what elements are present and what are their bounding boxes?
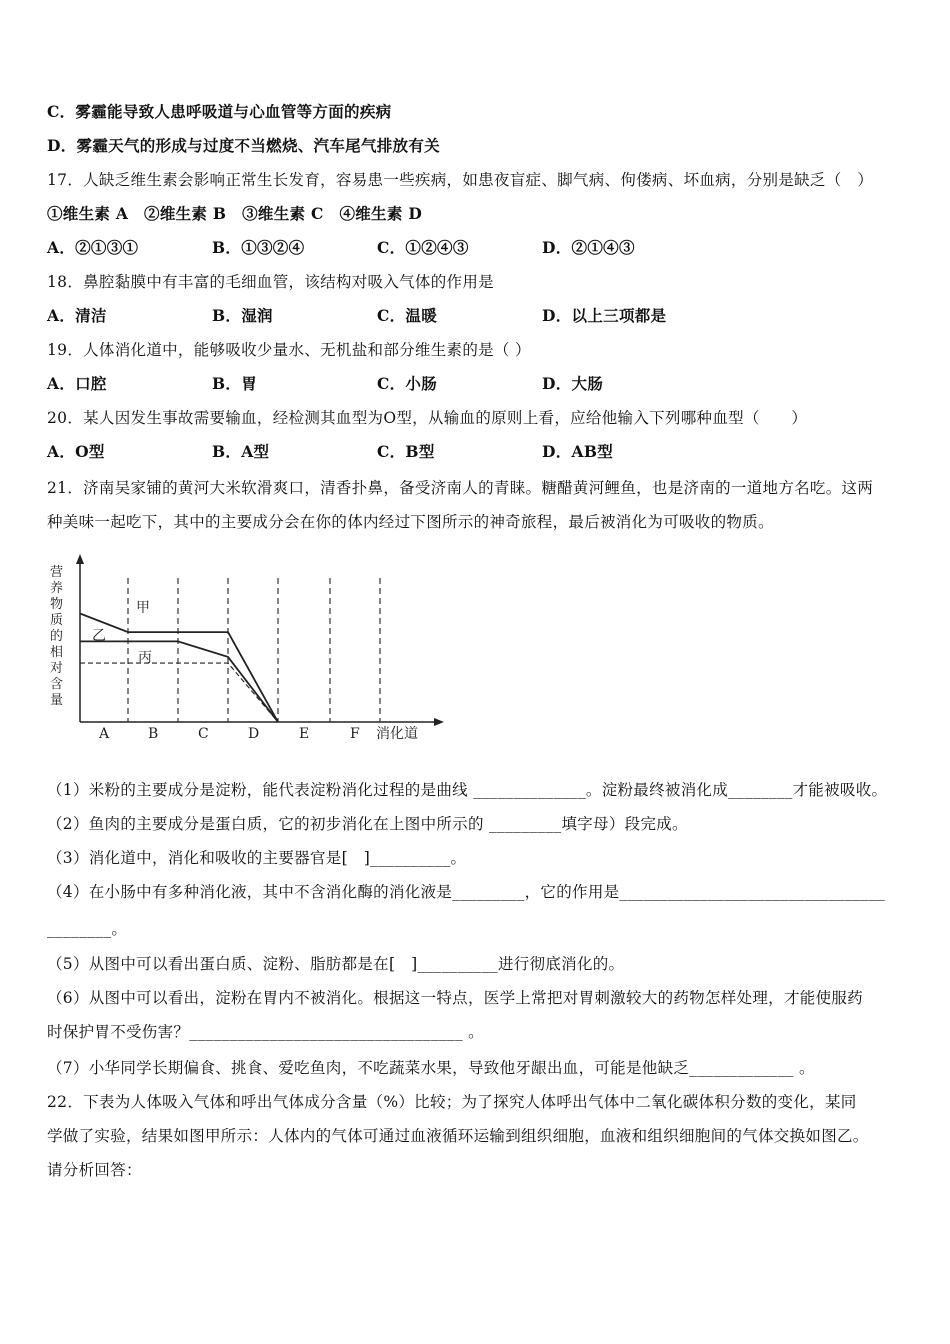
y-label-char: 量 [50,693,64,708]
q21-sub6-line2: 时保护胃不受伤害？__________________________________ 。 [47,1023,484,1041]
y-label-char: 相 [50,645,64,660]
q20-stem: 20．某人因发生事故需要输血，经检测其血型为O型，从输血的原则上看，应给他输入下列哪种血型（ ） [47,409,808,427]
y-label-char: 养 [50,581,64,596]
y-label-char: 含 [50,677,64,692]
series-line-0 [80,614,278,723]
series-label: 甲 [136,600,150,616]
y-axis-arrow [76,554,84,564]
series-layer [80,600,278,722]
q16-option-c: C．雾霾能导致人患呼吸道与心血管等方面的疾病 [47,102,392,121]
x-axis-label: 消化道 [376,726,418,742]
category-label: B [148,726,159,742]
q21-sub3: （3）消化道中，消化和吸收的主要器官是[ ]__________。 [47,849,467,867]
section-dividers [128,578,380,722]
category-label: F [350,726,360,742]
q18-option-c: C．温暖 [377,306,438,325]
series-label: 乙 [92,628,106,644]
q17-option-b: B．①③②④ [212,238,305,257]
q20-option-a: A．O型 [47,442,105,461]
q20-option-b: B．A型 [212,442,270,461]
q21-sub6-line1: （6）从图中可以看出，淀粉在胃内不被消化。根据这一特点，医学上常把对胃刺激较大的药物怎样处理，才能使服药 [47,989,863,1007]
q18-stem: 18．鼻腔黏膜中有丰富的毛细血管，该结构对吸入气体的作用是 [47,273,494,291]
q16-option-d: D．雾霾天气的形成与过度不当燃烧、汽车尾气排放有关 [47,136,440,155]
q18-option-d: D．以上三项都是 [542,306,667,325]
q17-vitamins: ①维生素 A ②维生素 B ③维生素 C ④维生素 D [47,204,423,223]
q17-stem: 17．人缺乏维生素会影响正常生长发育，容易患一些疾病，如患夜盲症、脚气病、佝偻病、坏血病，分别是缺乏（ ） [47,171,874,189]
y-label-char: 的 [50,629,64,644]
category-label: E [299,726,310,742]
q21-stem-line2: 种美味一起吃下，其中的主要成分会在你的体内经过下图所示的神奇旅程，最后被消化为可吸收的物质。 [47,513,774,531]
q21-sub4-line2: ________。 [47,920,128,938]
q18-option-a: A．清洁 [47,306,107,325]
series-line-1 [80,641,278,722]
q19-option-a: A．口腔 [47,374,107,393]
q19-stem: 19．人体消化道中，能够吸收少量水、无机盐和部分维生素的是（ ） [47,341,531,359]
series-line-2 [80,663,278,722]
q17-option-d: D．②①④③ [542,238,635,257]
q21-sub2: （2）鱼肉的主要成分是蛋白质，它的初步消化在上图中所示的 _________填字母）段完成。 [47,815,688,833]
q22-line1: 22．下表为人体吸入气体和呼出气体成分含量（%）比较；为了探究人体呼出气体中二氧化碳体积分数的变化，某同 [47,1093,857,1111]
y-label-char: 物 [50,597,64,612]
q21-sub7: （7）小华同学长期偏食、挑食、爱吃鱼肉，不吃蔬菜水果，导致他牙龈出血，可能是他缺乏_____________ 。 [47,1059,815,1077]
category-label: C [198,726,209,742]
q19-option-d: D．大肠 [542,374,604,393]
y-axis-label [50,565,63,708]
y-label-char: 质 [50,613,64,628]
x-axis-arrow [434,718,444,726]
q17-option-a: A．②①③① [47,238,139,257]
series-label: 丙 [138,650,152,666]
q19-option-c: C．小肠 [377,374,438,393]
category-labels [98,726,360,742]
q21-sub4-line1: （4）在小肠中有多种消化液，其中不含消化酶的消化液是_________，它的作用是_________________________________ [47,883,886,901]
q21-sub5: （5）从图中可以看出蛋白质、淀粉、脂肪都是在[ ]__________进行彻底消化的。 [47,955,625,973]
q20-option-c: C．B型 [377,442,435,461]
q21-sub1: （1）米粉的主要成分是淀粉，能代表淀粉消化过程的是曲线 ______________。淀粉最终被消化成________才能被吸收。 [47,781,888,799]
y-label-char: 营 [50,565,64,580]
q20-option-d: D．AB型 [542,442,614,461]
digestion-chart [44,552,464,747]
q22-line2: 学做了实验，结果如图甲所示：人体内的气体可通过血液循环运输到组织细胞，血液和组织细胞间的气体交换如图乙。 [47,1127,869,1145]
q19-option-b: B．胃 [212,374,258,393]
q21-stem-line1: 21．济南吴家铺的黄河大米软滑爽口，清香扑鼻，备受济南人的青睐。糖醋黄河鲤鱼，也是济南的一道地方名吃。这两 [47,479,874,497]
category-label: D [248,726,260,742]
y-label-char: 对 [50,661,64,676]
q17-option-c: C．①②④③ [377,238,469,257]
q18-option-b: B．湿润 [212,306,273,325]
category-label: A [99,726,110,742]
q22-line3: 请分析回答： [47,1161,142,1179]
